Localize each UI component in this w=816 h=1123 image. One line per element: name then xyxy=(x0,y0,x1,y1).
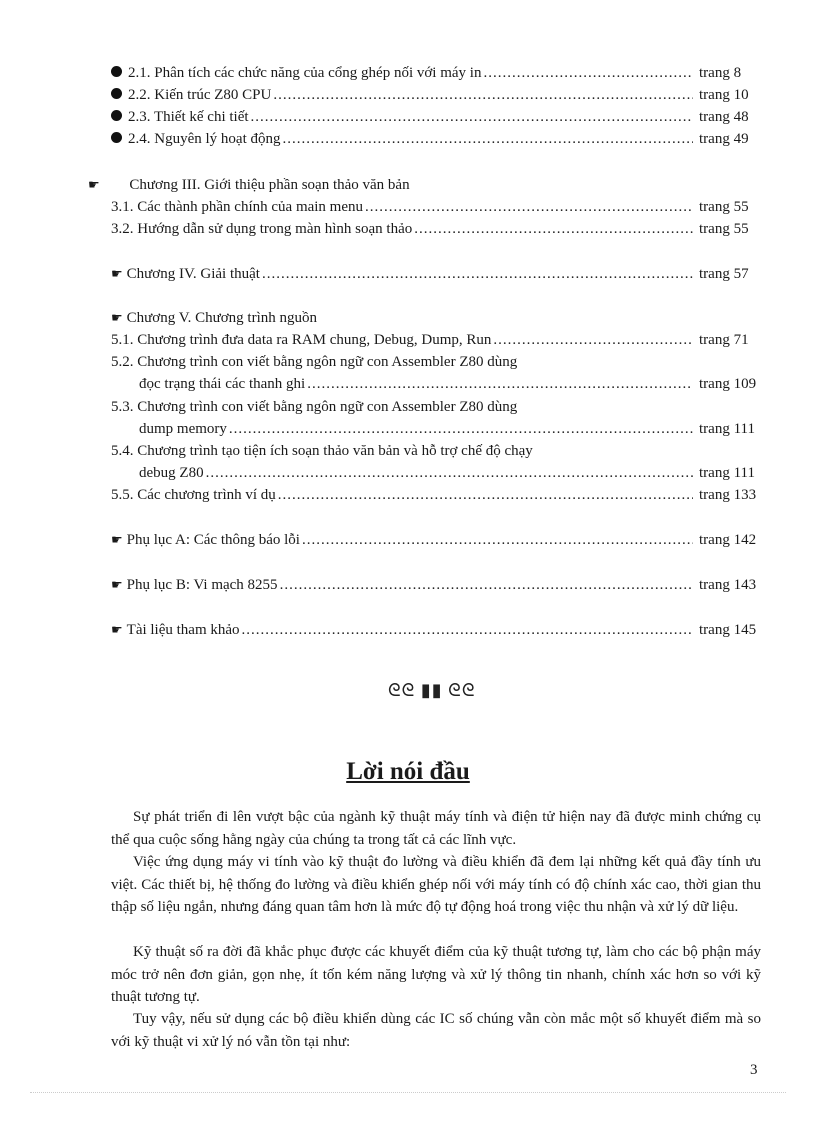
paragraph: Sự phát triển đi lên vượt bậc của ngành kỹ thuật máy tính và điện tử hiện nay đã được minh chứng cụ thể qua cuộc sống hằng ngày của chúng ta trong tất cả các lĩnh vực. xyxy=(111,809,761,848)
toc-label: Phụ lục A: Các thông báo lỗi xyxy=(126,532,300,548)
toc-page: trang 109 xyxy=(699,376,757,392)
toc-page: trang 48 xyxy=(699,109,749,125)
ornament-divider-icon: ᘓᘓ ▮▮ ᘓᘓ xyxy=(388,680,476,700)
toc-entry-appendix-a xyxy=(111,529,761,551)
toc-heading-label: Chương V. Chương trình nguồn xyxy=(126,310,317,326)
toc-page: trang 55 xyxy=(699,199,749,215)
toc-label: 3.2. Hướng dẫn sử dụng trong màn hình soạn thảo xyxy=(111,221,413,237)
bullet-icon xyxy=(111,132,122,143)
toc-label: dump memory xyxy=(139,421,227,437)
toc-entry-5-2-line1: 5.2. Chương trình con viết bằng ngôn ngữ con Assembler Z80 dùng xyxy=(111,354,518,370)
footer-divider xyxy=(30,1092,786,1093)
toc-page: trang 71 xyxy=(699,332,749,348)
paragraph: Tuy vậy, nếu sử dụng các bộ điều khiển dùng các IC số chúng vẫn còn mắc một số khuyết điểm mà so với kỹ thuật vi xử lý nó vẫn tồn tại như: xyxy=(111,1011,761,1050)
toc-label: 5.1. Chương trình đưa data ra RAM chung, Debug, Dump, Run xyxy=(111,332,492,348)
toc-page: trang 8 xyxy=(699,65,742,81)
bullet-icon xyxy=(111,110,122,121)
toc-entry-5-1 xyxy=(111,329,761,351)
toc-heading-label: Chương III. Giới thiệu phần soạn thảo văn bản xyxy=(129,177,410,193)
toc-label: 2.1. Phân tích các chức năng của cổng ghép nối với máy in xyxy=(128,65,482,81)
page-title: Lời nói đầu xyxy=(346,758,470,785)
pointing-hand-icon: ☛ xyxy=(111,266,123,281)
toc-entry-5-4-line1: 5.4. Chương trình tạo tiện ích soạn thảo văn bản và hỗ trợ chế độ chạy xyxy=(111,443,533,459)
toc-label: 2.4. Nguyên lý hoạt động xyxy=(128,131,281,147)
pointing-hand-icon: ☛ xyxy=(111,532,123,547)
toc-entry-2-1 xyxy=(111,62,761,84)
toc-entry-2-2 xyxy=(111,84,761,106)
paragraph: Kỹ thuật số ra đời đã khắc phục được các khuyết điểm của kỹ thuật tương tự, làm cho các bộ phận máy móc trở nên đơn giản, gọn nhẹ, ít tốn kém năng lượng và xử lý thông tin nhanh, chính xác hơn so với kỹ thuật tương tự. xyxy=(111,944,761,1005)
toc-label: 3.1. Các thành phần chính của main menu xyxy=(111,199,364,215)
pointing-hand-icon: ☛ xyxy=(111,577,123,592)
toc-heading-chapter-3 xyxy=(88,174,410,196)
toc-label: Tài liệu tham khảo xyxy=(126,622,240,638)
toc-entry-chapter-4 xyxy=(111,263,761,285)
toc-page: trang 10 xyxy=(699,87,749,103)
toc-label: Phụ lục B: Vi mạch 8255 xyxy=(126,577,278,593)
toc-entry-2-3 xyxy=(111,106,761,128)
toc-page: trang 111 xyxy=(699,421,755,437)
toc-entry-3-1 xyxy=(111,196,761,218)
toc-entry-3-2 xyxy=(111,218,761,240)
toc-label: Chương IV. Giải thuật xyxy=(126,266,260,282)
pointing-hand-icon: ☛ xyxy=(111,310,123,325)
toc-entry-5-3 xyxy=(139,418,761,440)
toc-heading-chapter-5 xyxy=(111,307,317,329)
toc-label: debug Z80 xyxy=(139,465,204,481)
toc-page: trang 55 xyxy=(699,221,749,237)
toc-entry-references xyxy=(111,619,761,641)
pointing-hand-icon: ☛ xyxy=(88,177,100,192)
page-number: 3 xyxy=(750,1062,758,1078)
toc-label: đọc trạng thái các thanh ghi xyxy=(139,376,306,392)
toc-entry-2-4 xyxy=(111,128,761,150)
toc-entry-appendix-b xyxy=(111,574,761,596)
toc-page: trang 143 xyxy=(699,577,757,593)
pointing-hand-icon: ☛ xyxy=(111,622,123,637)
toc-page: trang 142 xyxy=(699,532,757,548)
toc-entry-5-5 xyxy=(111,484,761,506)
bullet-icon xyxy=(111,66,122,77)
toc-entry-5-3-line1: 5.3. Chương trình con viết bằng ngôn ngữ con Assembler Z80 dùng xyxy=(111,399,518,415)
toc-label: 5.5. Các chương trình ví dụ xyxy=(111,487,276,503)
toc-entry-5-2 xyxy=(139,373,761,395)
toc-page: trang 57 xyxy=(699,266,749,282)
toc-page: trang 49 xyxy=(699,131,749,147)
toc-page: trang 145 xyxy=(699,622,757,638)
toc-label: 2.3. Thiết kế chi tiết xyxy=(128,109,249,125)
toc-label: 2.2. Kiến trúc Z80 CPU xyxy=(128,87,272,103)
paragraph: Việc ứng dụng máy vi tính vào kỹ thuật đo lường và điều khiển đã đem lại những kết quả đầy tính ưu việt. Các thiết bị, hệ thống đo lường và điều khiển ghép nối với máy tính có độ chính xác cao, thời gian thu thập số liệu ngắn, nhưng đáng quan tâm hơn là mức độ tự động hoá trong việc thu nhận và xử lý dữ liệu. xyxy=(111,854,761,915)
bullet-icon xyxy=(111,88,122,99)
toc-entry-5-4 xyxy=(139,462,761,484)
toc-page: trang 111 xyxy=(699,465,755,481)
toc-page: trang 133 xyxy=(699,487,757,503)
